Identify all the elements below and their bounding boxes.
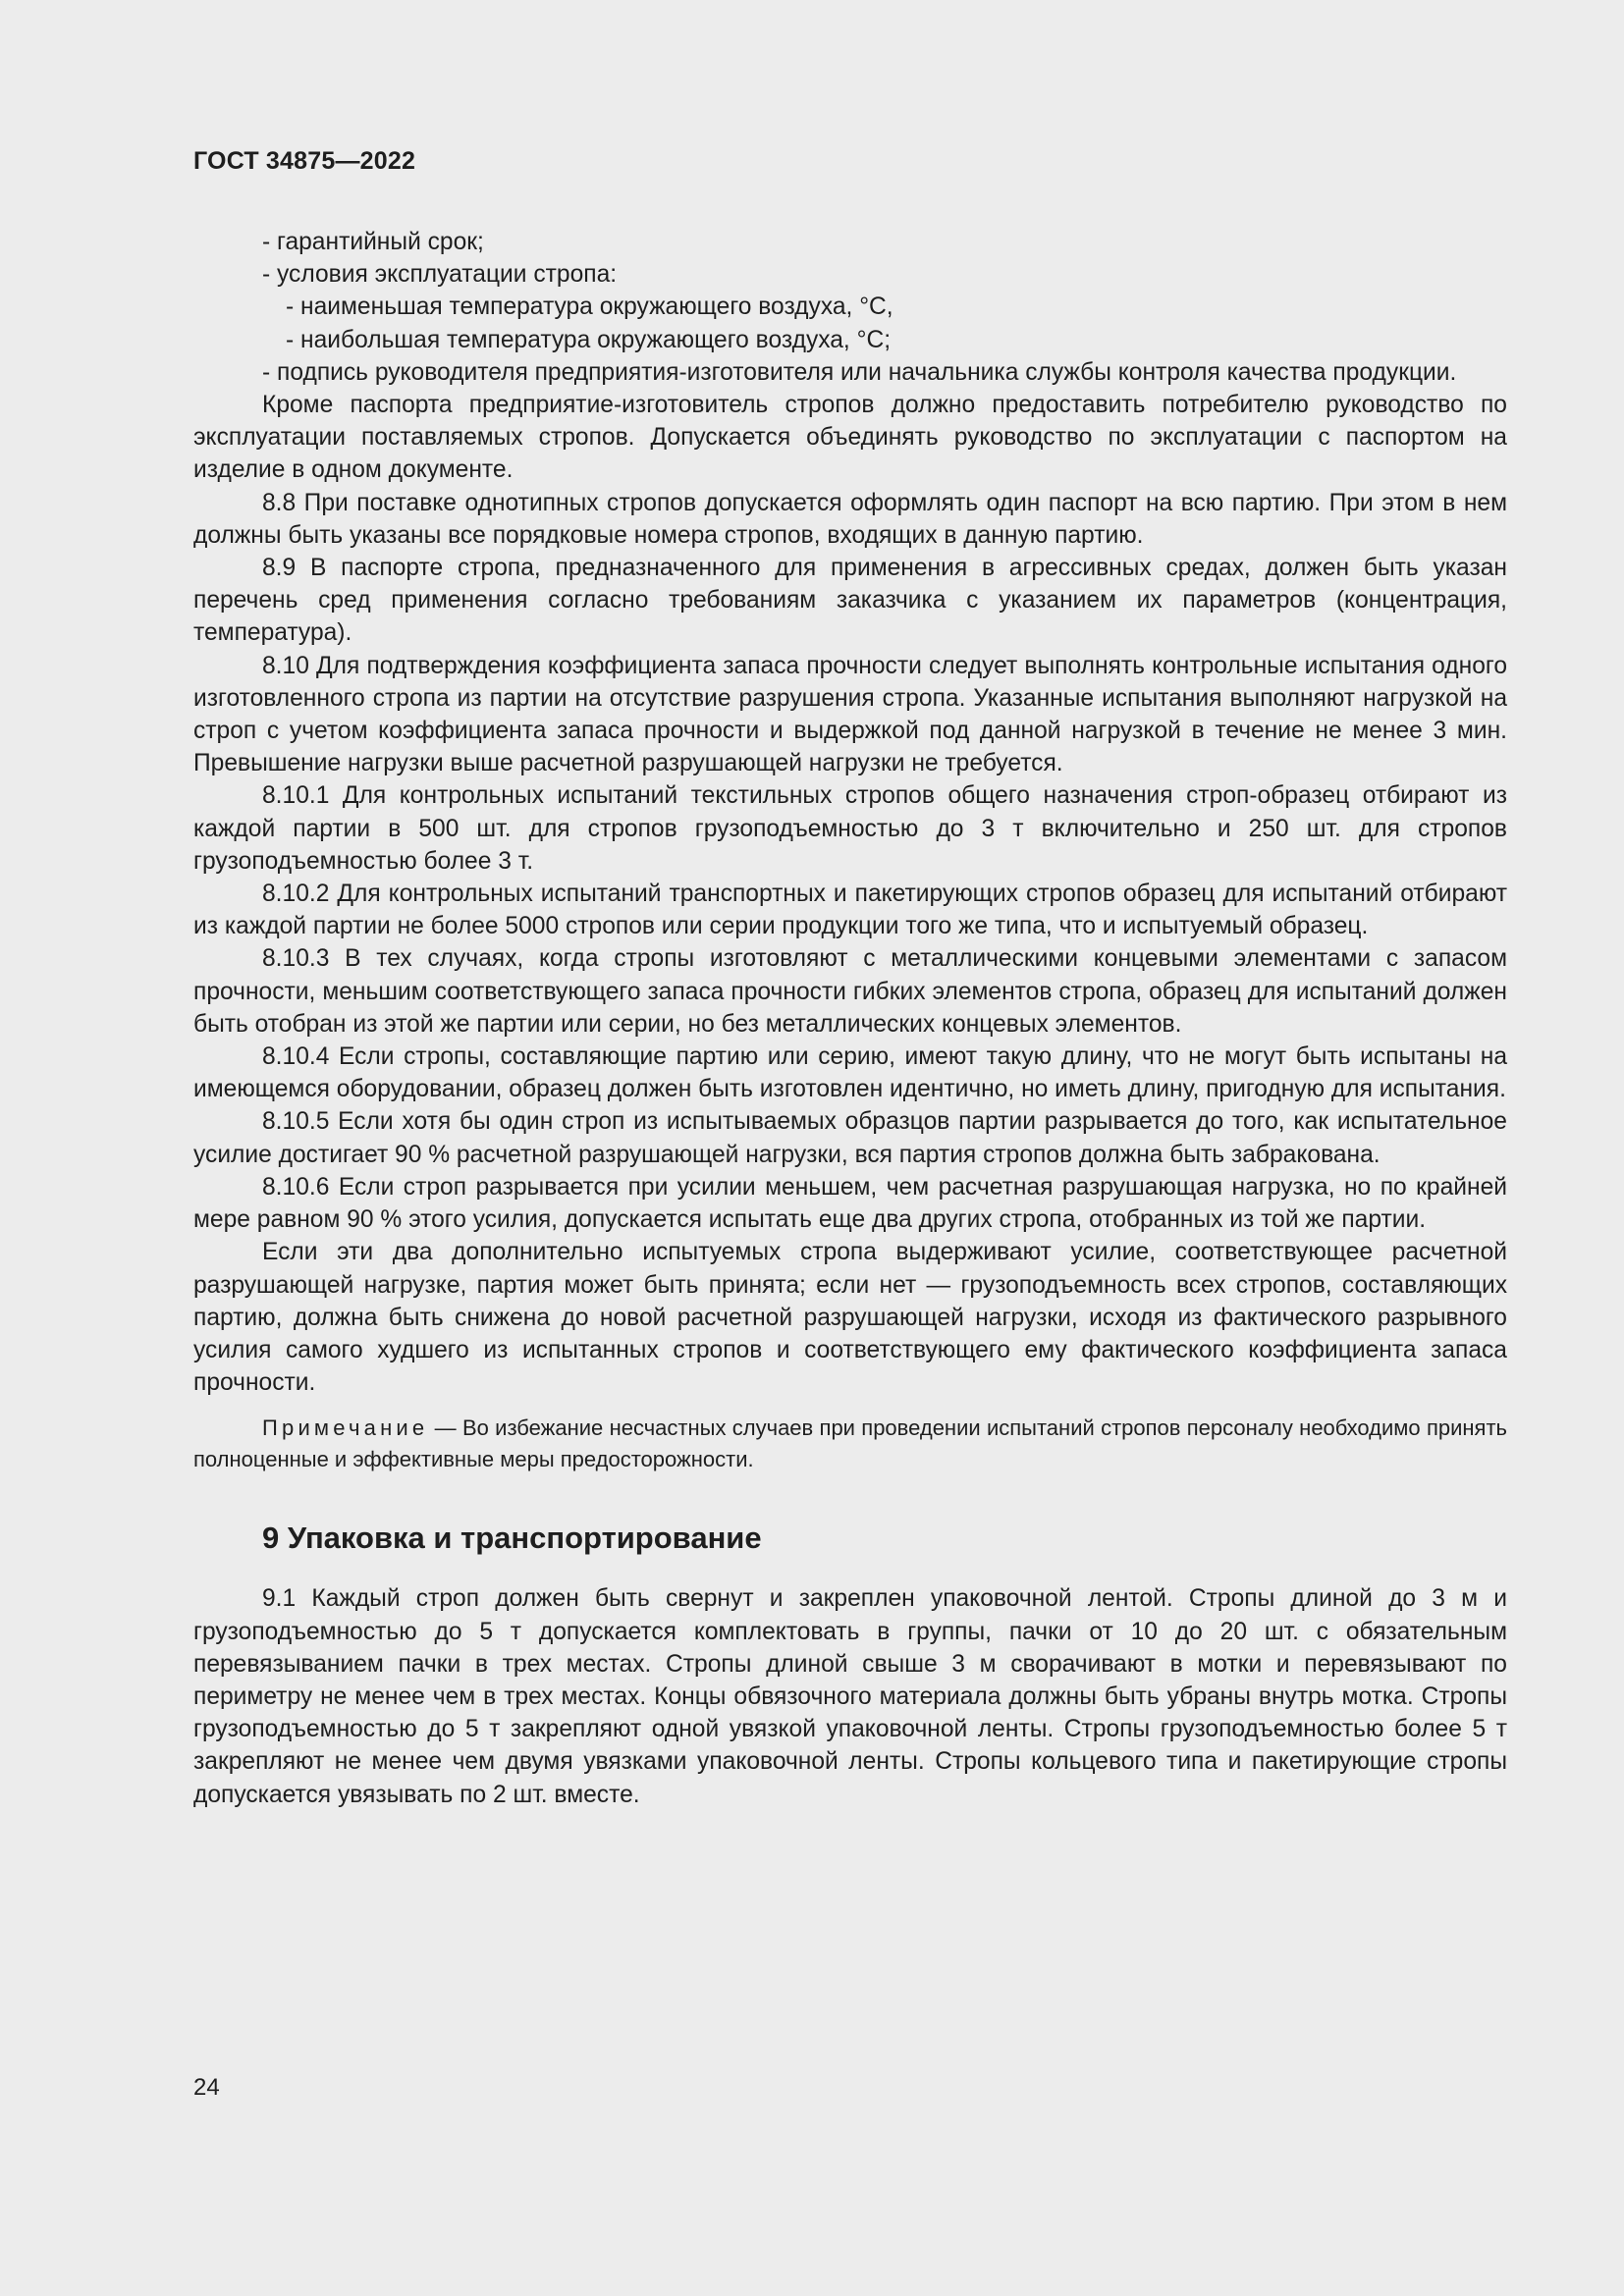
list-item-signature: - подпись руководителя предприятия-изготовителя или начальника службы контроля качества продукции. (262, 358, 1457, 386)
note-text: — Во избежание несчастных случаев при проведении испытаний стропов персоналу необходимо принять полноценные и эффективные меры предосторожности. (193, 1415, 1507, 1472)
list-item-warranty: - гарантийный срок; (262, 229, 484, 255)
paragraph-8-10-1: 8.10.1 Для контрольных испытаний текстильных стропов общего назначения строп-образец отбирают из каждой партии в 500 шт. для стропов грузоподъемностью до 3 т включительно и 250 шт. для стропов грузоподъемностью более 3 т. (193, 782, 1507, 875)
paragraph-8-10-3: 8.10.3 В тех случаях, когда стропы изготовляют с металлическими концевыми элементами с запасом прочности, меньшим соответствующего запаса прочности гибких элементов стропа, образец для испытаний должен быть отобран из этой же партии или серии, но без металлических концевых элементов. (193, 945, 1507, 1038)
paragraph-8-10: 8.10 Для подтверждения коэффициента запаса прочности следует выполнять контрольные испытания одного изготовленного стропа из партии на отсутствие разрушения стропа. Указанные испытания выполняют нагрузкой на строп с учетом коэффициента запаса прочности и выдержкой под данной нагрузкой в течение не менее 3 мин. Превышение нагрузки выше расчетной разрушающей нагрузки не требуется. (193, 652, 1507, 777)
paragraph-manual: Кроме паспорта предприятие-изготовитель стропов должно предоставить потребителю руководство по эксплуатации поставляемых стропов. Допускается объединять руководство по эксплуатации с паспортом на изделие в одном документе. (193, 392, 1507, 484)
paragraph-8-10-6: 8.10.6 Если строп разрывается при усилии меньшем, чем расчетная разрушающая нагрузка, но по крайней мере равном 90 % этого усилия, допускается испытать еще два других стропа, отобранных из той же партии. (193, 1173, 1507, 1234)
list-item-operating-conditions: - условия эксплуатации стропа: (262, 261, 618, 289)
note (193, 1413, 1507, 1475)
document-header: ГОСТ 34875—2022 (193, 147, 416, 175)
document-body (193, 226, 1507, 1811)
paragraph-8-10-4: 8.10.4 Если стропы, составляющие партию или серию, имеют такую длину, что не могут быть испытаны на имеющемся оборудовании, образец должен быть изготовлен идентично, но иметь длину, пригодную для испытания. (193, 1043, 1507, 1103)
paragraph-9-1: 9.1 Каждый строп должен быть свернут и закреплен упаковочной лентой. Стропы длиной до 3 м и грузоподъемностью до 5 т допускается комплектовать в группы, пачки от 10 до 20 шт. с обязательным перевязыванием пачки в трех местах. Стропы длиной свыше 3 м сворачивают в мотки и перевязывают по периметру не менее чем в трех местах. Концы обвязочного материала должны быть убраны внутрь мотка. Стропы грузоподъемностью до 5 т закрепляют одной увязкой упаковочной ленты. Стропы грузоподъемностью более 5 т закрепляют не менее чем двумя увязками упаковочной ленты. Стропы кольцевого типа и пакетирующие стропы допускается увязывать по 2 шт. вместе. (193, 1585, 1507, 1808)
paragraph-8-8: 8.8 При поставке однотипных стропов допускается оформлять один паспорт на всю партию. При этом в нем должны быть указаны все порядковые номера стропов, входящих в данную партию. (193, 489, 1507, 549)
note-label: Примечание (262, 1415, 429, 1441)
page-number: 24 (193, 2074, 220, 2101)
paragraph-8-10-2: 8.10.2 Для контрольных испытаний транспортных и пакетирующих стропов образец для испытаний отбирают из каждой партии не более 5000 стропов или серии продукции того же типа, что и испытуемый образец. (193, 881, 1507, 940)
paragraph-8-10-5: 8.10.5 Если хотя бы один строп из испытываемых образцов партии разрывается до того, как испытательное усилие достигает 90 % расчетной разрушающей нагрузки, вся партия стропов должна быть забракована. (193, 1108, 1507, 1168)
paragraph-two-slings: Если эти два дополнительно испытуемых стропа выдерживают усилие, соответствующее расчетной разрушающей нагрузке, партия может быть принята; если нет — грузоподъемность всех стропов, составляющих партию, должна быть снижена до новой расчетной разрушающей нагрузки, исходя из фактического разрывного усилия самого худшего из испытанных стропов и соответствующего ему фактического коэффициента запаса прочности. (193, 1239, 1507, 1397)
sub-item-min-temperature: - наименьшая температура окружающего воздуха, °С, (286, 294, 893, 321)
section-title-9: 9 Упаковка и транспортирование (262, 1521, 762, 1556)
paragraph-8-9: 8.9 В паспорте стропа, предназначенного для применения в агрессивных средах, должен быть указан перечень сред применения согласно требованиям заказчика с указанием их параметров (концентрация, температура). (193, 555, 1507, 647)
sub-item-max-temperature: - наибольшая температура окружающего воздуха, °С; (286, 326, 892, 353)
